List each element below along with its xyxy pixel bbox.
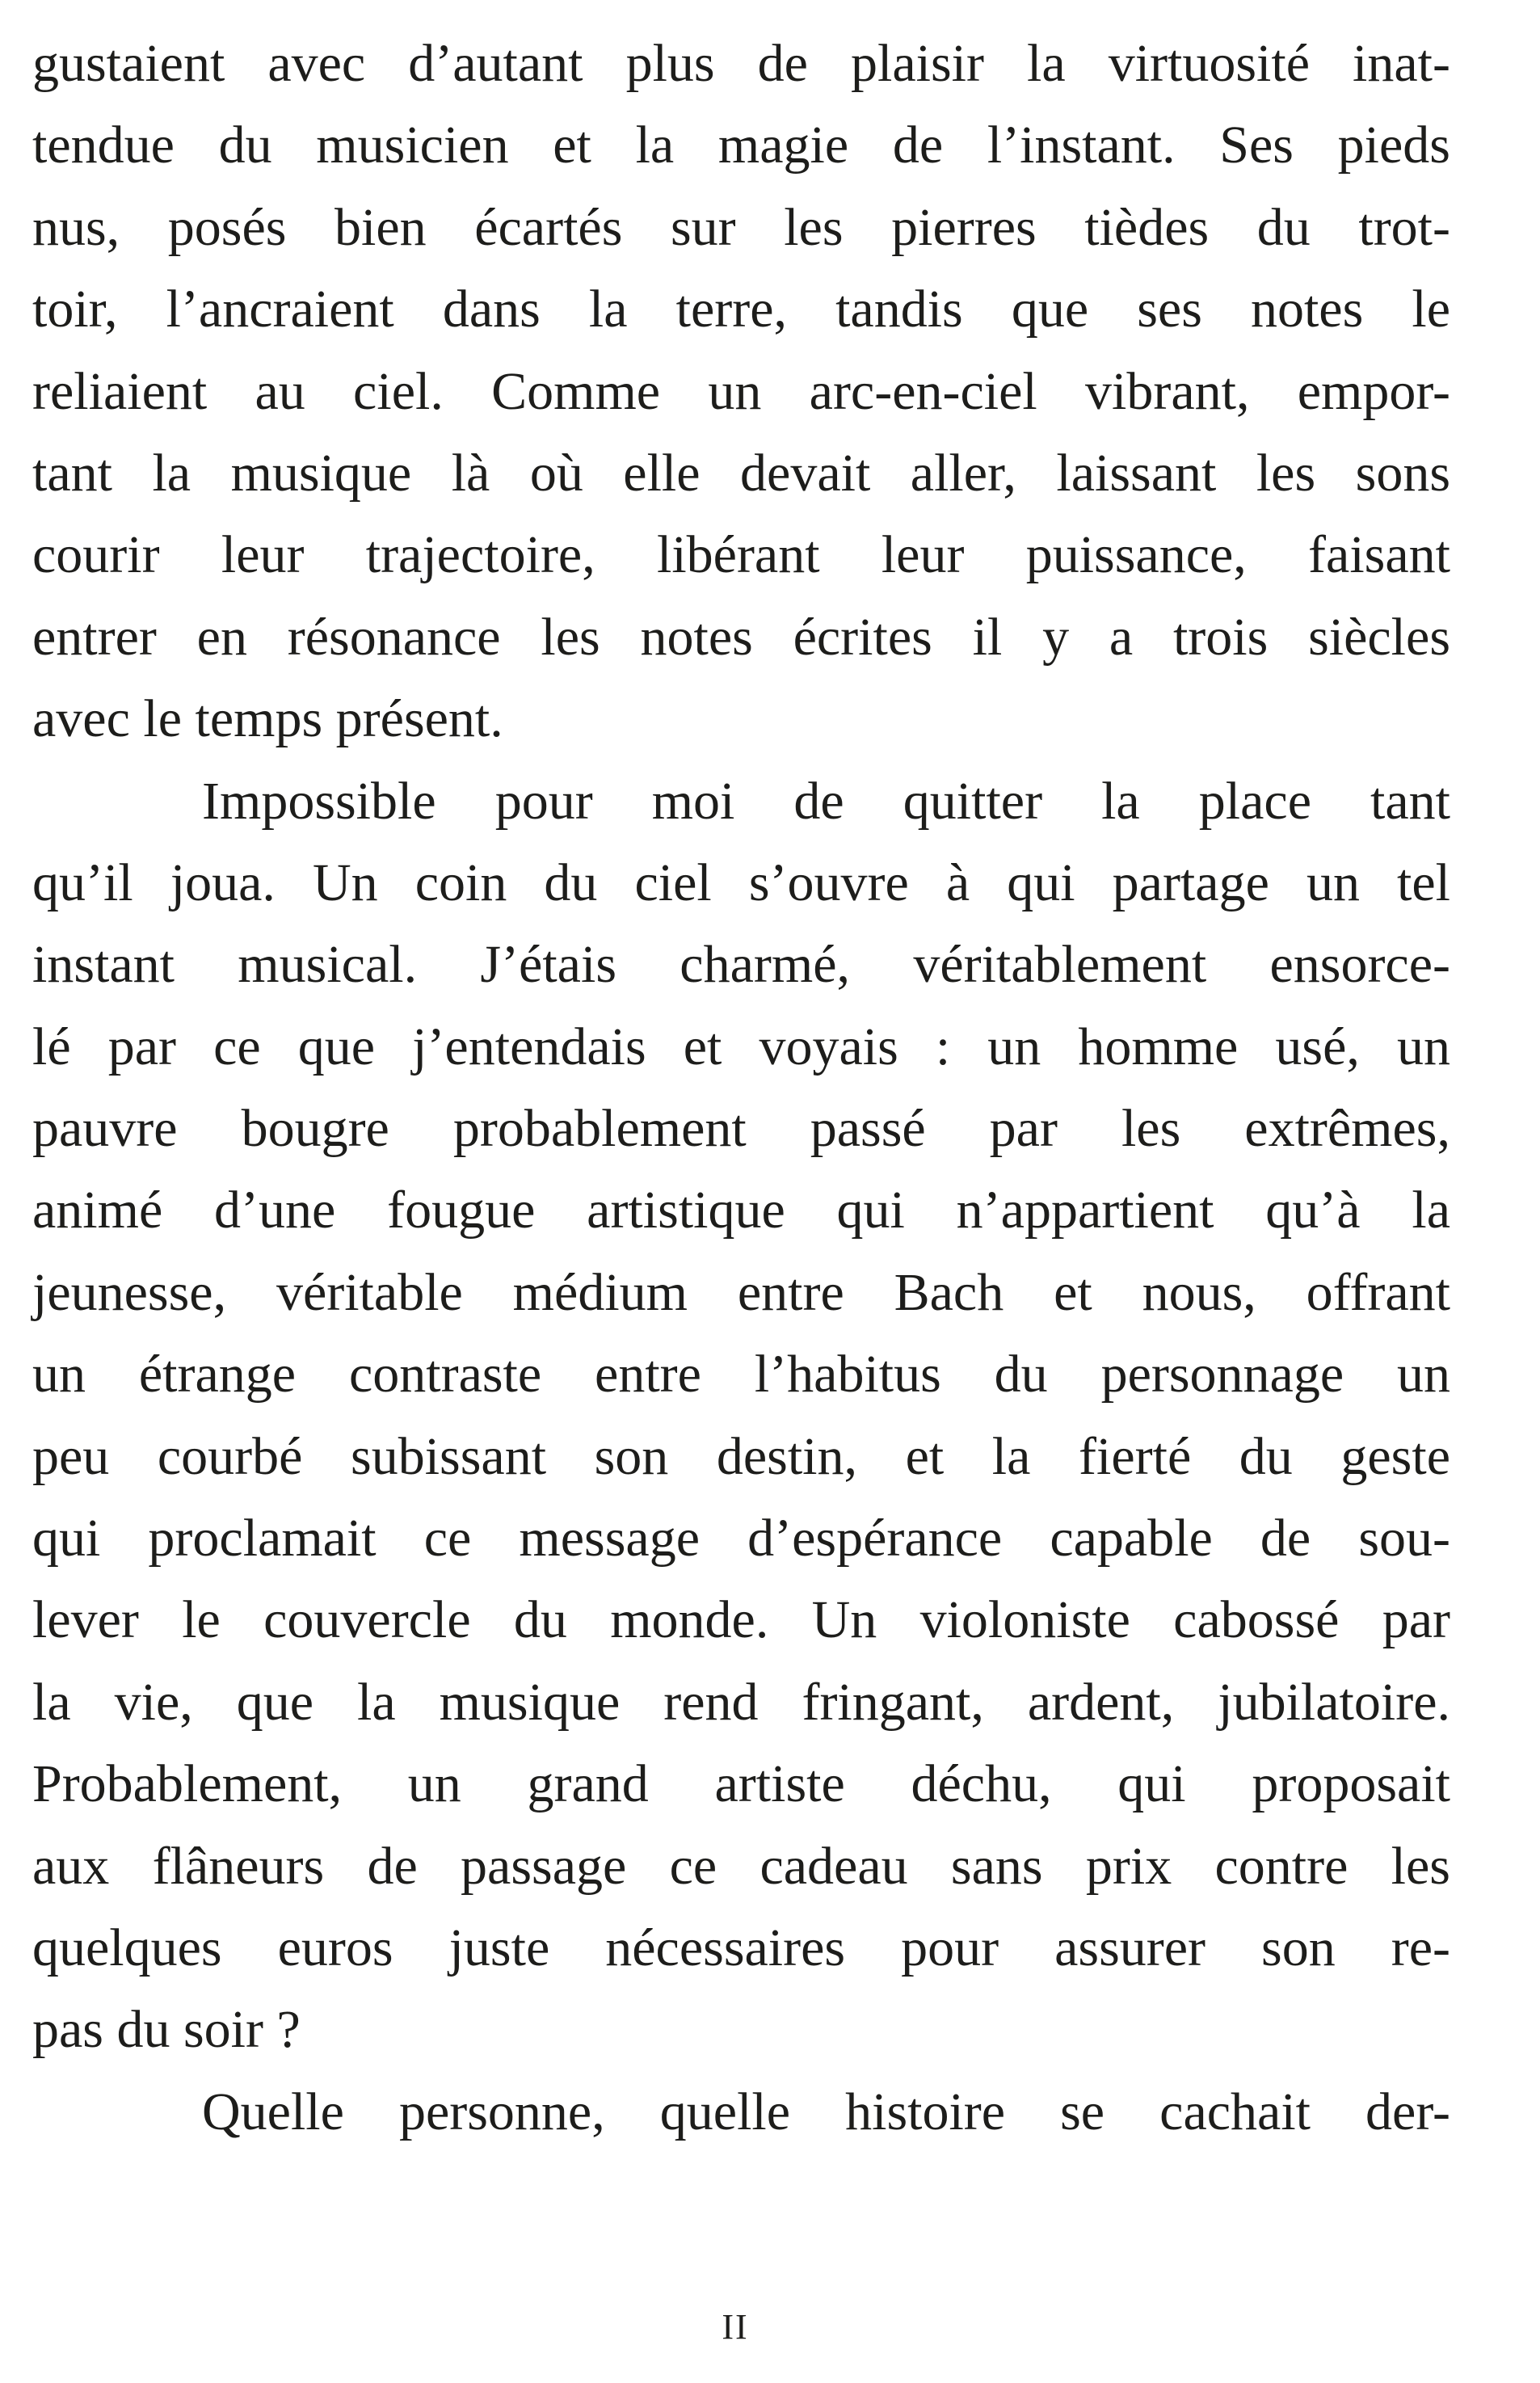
text-line: pauvre bougre probablement passé par les extrêmes, <box>32 1099 1450 1159</box>
text-line: reliaient au ciel. Comme un arc-en-ciel vibrant, empor- <box>32 361 1450 421</box>
text-line: gustaient avec d’autant plus de plaisir la virtuosité inat- <box>32 34 1450 93</box>
text-line: qu’il joua. Un coin du ciel s’ouvre à qui partage un tel <box>32 853 1450 912</box>
text-line: pas du soir ? <box>32 2000 301 2060</box>
text-line: courir leur trajectoire, libérant leur puissance, faisant <box>32 525 1450 585</box>
paragraph-first-line: Impossible pour moi de quitter la place tant <box>202 771 1450 831</box>
text-line: animé d’une fougue artistique qui n’appartient qu’à la <box>32 1181 1450 1240</box>
text-line: lé par ce que j’entendais et voyais : un homme usé, un <box>32 1017 1450 1076</box>
text-line: toir, l’ancraient dans la terre, tandis que ses notes le <box>32 280 1450 339</box>
text-line: Probablement, un grand artiste déchu, qui proposait <box>32 1754 1450 1814</box>
text-line: aux flâneurs de passage ce cadeau sans prix contre les <box>32 1836 1450 1896</box>
text-line: jeunesse, véritable médium entre Bach et nous, offrant <box>32 1262 1450 1322</box>
paragraph-first-line: Quelle personne, quelle histoire se cachait der- <box>202 2082 1450 2141</box>
page-number: II <box>722 2307 749 2347</box>
text-line: instant musical. J’étais charmé, véritablement ensorce- <box>32 935 1450 995</box>
text-line: lever le couvercle du monde. Un violoniste cabossé par <box>32 1590 1450 1650</box>
text-line: nus, posés bien écartés sur les pierres tièdes du trot- <box>32 197 1450 257</box>
text-line: tant la musique là où elle devait aller, laissant les sons <box>32 443 1450 503</box>
text-line: peu courbé subissant son destin, et la fierté du geste <box>32 1426 1450 1486</box>
text-line: qui proclamait ce message d’espérance capable de sou- <box>32 1509 1450 1568</box>
text-line: entrer en résonance les notes écrites il y a trois siècles <box>32 607 1450 667</box>
text-line: la vie, que la musique rend fringant, ardent, jubilatoire. <box>32 1672 1450 1732</box>
text-line: avec le temps présent. <box>32 689 503 749</box>
body-text <box>32 23 1450 2153</box>
text-line: un étrange contraste entre l’habitus du personnage un <box>32 1345 1450 1404</box>
text-line: tendue du musicien et la magie de l’instant. Ses pieds <box>32 116 1450 175</box>
text-line: quelques euros juste nécessaires pour assurer son re- <box>32 1918 1450 1977</box>
